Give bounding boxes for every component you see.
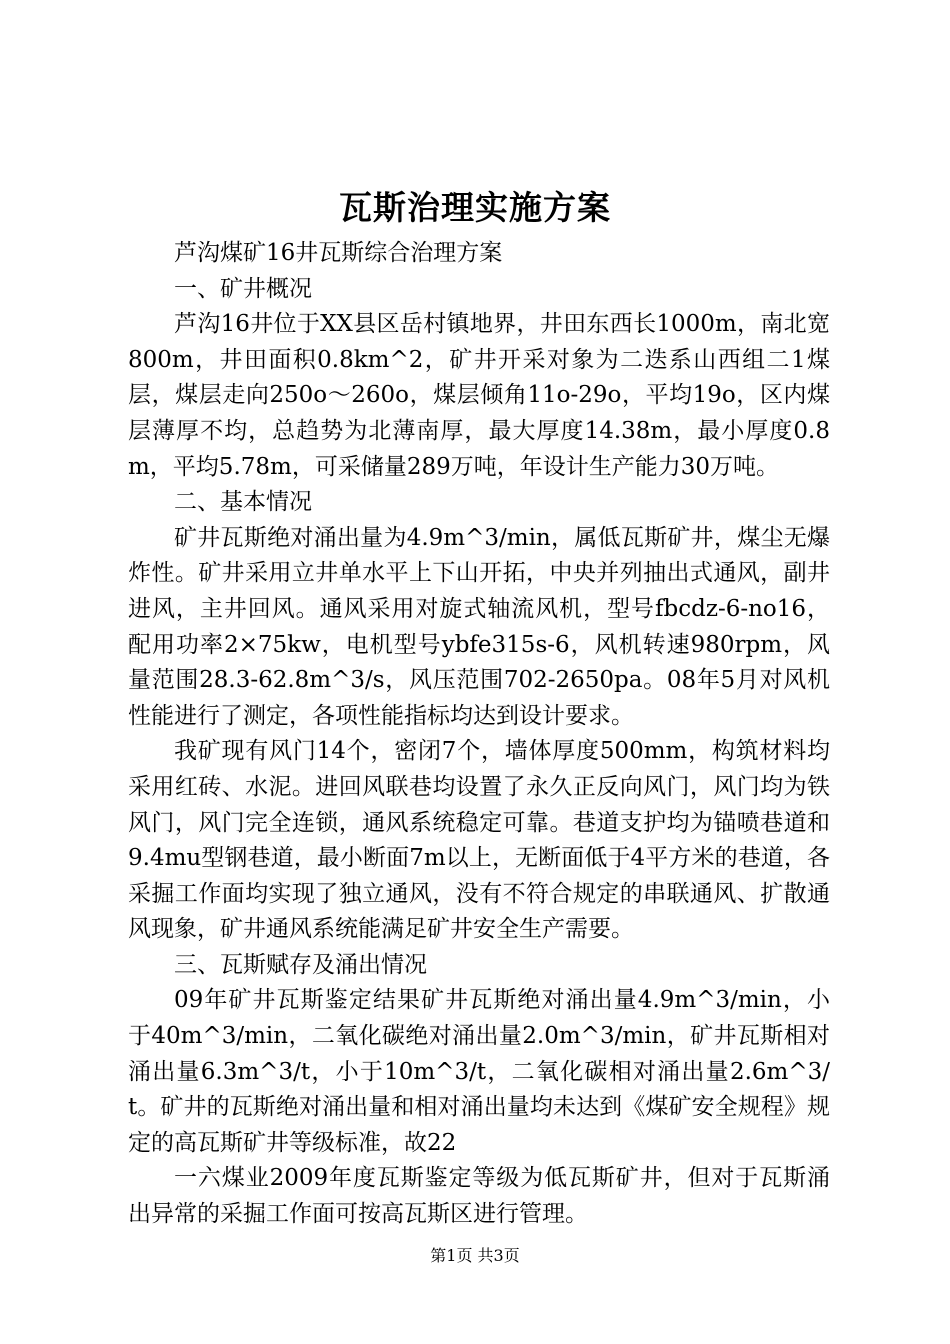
paragraph-gas-grade: 一六煤业2009年度瓦斯鉴定等级为低瓦斯矿井，但对于瓦斯涌出异常的采掘工作面可按高瓦斯区进行管理。 [128,1165,830,1228]
paragraph-gas-emission: 09年矿井瓦斯鉴定结果矿井瓦斯绝对涌出量4.9m^3/min，小于40m^3/min，二氧化碳绝对涌出量2.0m^3/min，矿井瓦斯相对涌出量6.3m^3/t，小于10m^3/t，二氧化碳相对涌出量2.6m^3/t。矿井的瓦斯绝对涌出量和相对涌出量均未达到《煤矿安全规程》规定的高瓦斯矿井等级标准，故22 [128,987,830,1156]
section-heading-basic-situation: 二、基本情况 [174,489,312,516]
document-title: 瓦斯治理实施方案 [339,188,611,227]
plan-subtitle: 芦沟煤矿16井瓦斯综合治理方案 [174,240,503,266]
section-heading-mine-overview: 一、矿井概况 [174,275,312,302]
document-body [128,236,830,1233]
section-heading-gas-occurrence: 三、瓦斯赋存及涌出情况 [174,951,427,978]
paragraph-air-doors: 我矿现有风门14个，密闭7个，墙体厚度500mm，构筑材料均采用红砖、水泥。进回风联巷均设置了永久正反向风门，风门均为铁风门，风门完全连锁，通风系统稳定可靠。巷道支护均为锚喷巷道和9.4mu型钢巷道，最小断面7m以上，无断面低于4平方米的巷道，各采掘工作面均实现了独立通风，没有不符合规定的串联通风、扩散通风现象，矿井通风系统能满足矿井安全生产需要。 [128,738,830,943]
paragraph-ventilation: 矿井瓦斯绝对涌出量为4.9m^3/min，属低瓦斯矿井，煤尘无爆炸性。矿井采用立井单水平上下山开拓，中央并列抽出式通风，副井进风，主井回风。通风采用对旋式轴流风机，型号fbcdz-6-no16，配用功率2×75kw，电机型号ybfe315s-6，风机转速980rpm，风量范围28.3-62.8m^3/s，风压范围702-2650pa。08年5月对风机性能进行了测定，各项性能指标均达到设计要求。 [128,524,830,729]
page-number: 第1页 共3页 [430,1246,520,1265]
paragraph-mine-overview: 芦沟16井位于XX县区岳村镇地界，井田东西长1000m，南北宽800m，井田面积0.8km^2，矿井开采对象为二迭系山西组二1煤层，煤层走向250o～260o，煤层倾角11o-29o，平均19o，区内煤层薄厚不均，总趋势为北薄南厚，最大厚度14.38m，最小厚度0.8m，平均5.78m，可采储量289万吨，年设计生产能力30万吨。 [128,311,830,480]
